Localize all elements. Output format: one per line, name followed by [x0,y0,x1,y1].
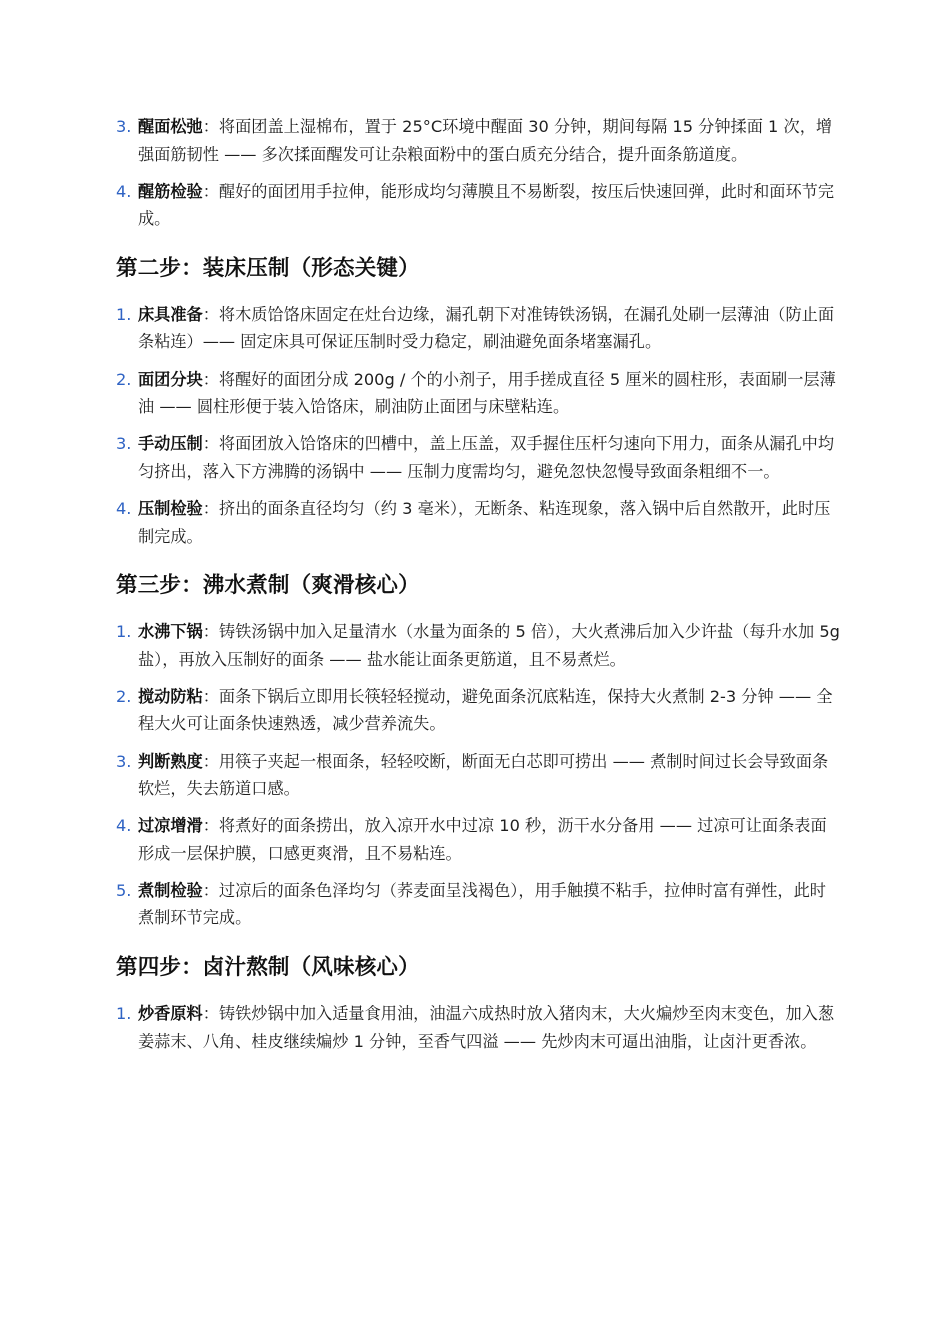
step-list [116,618,842,932]
item-term: 醒筋检验 [138,181,203,201]
step-list [116,1000,842,1055]
item-term: 水沸下锅 [138,622,203,642]
item-number: 1. [116,622,132,642]
item-text: ：挤出的面条直径均匀（约 3 毫米），无断条、粘连现象，落入锅中后自然散开，此时压制完成。 [138,498,831,546]
item-number: 1. [116,304,132,324]
list-item [116,683,842,738]
list-item [116,748,842,803]
item-number: 2. [116,369,132,389]
list-item [116,366,842,421]
item-term: 床具准备 [138,304,203,324]
item-text: ：面条下锅后立即用长筷轻轻搅动，避免面条沉底粘连，保持大火煮制 2-3 分钟 —— 全程大火可让面条快速熟透，减少营养流失。 [138,686,833,734]
item-text: ：用筷子夹起一根面条，轻轻咬断，断面无白芯即可捞出 —— 煮制时间过长会导致面条软烂，失去筋道口感。 [138,751,829,799]
list-item [116,812,842,867]
list-item [116,113,842,168]
section-title: 第四步：卤汁熬制（风味核心） [116,955,420,981]
item-term: 压制检验 [138,498,203,518]
item-term: 手动压制 [138,434,203,454]
item-term: 判断熟度 [138,751,203,771]
list-item [116,430,842,485]
item-text: ：将面团放入饸饹床的凹槽中，盖上压盖，双手握住压杆匀速向下用力，面条从漏孔中均匀挤出，落入下方沸腾的汤锅中 —— 压制力度需均匀，避免忽快忽慢导致面条粗细不一。 [138,434,835,481]
list-item [116,301,842,356]
item-number: 3. [116,434,132,454]
list-item [116,618,842,673]
item-term: 过凉增滑 [138,816,203,836]
section-title: 第二步：装床压制（形态关键） [116,255,420,281]
list-item [116,1000,842,1055]
item-term: 醒面松弛 [138,117,203,136]
item-number: 4. [116,498,132,518]
item-text: ：过凉后的面条色泽均匀（荞麦面呈浅褐色），用手触摸不粘手，拉伸时富有弹性，此时煮制环节完成。 [138,880,826,928]
section-step-2 [116,254,842,550]
intro-list [116,113,842,233]
list-item [116,877,842,932]
list-item [116,495,842,550]
item-number: 4. [116,181,132,201]
item-text: ：将木质饸饹床固定在灶台边缘，漏孔朝下对准铸铁汤锅，在漏孔处刷一层薄油（防止面条粘连）—— 固定床具可保证压制时受力稳定，刷油避免面条堵塞漏孔。 [138,304,835,352]
section-step-4 [116,953,842,1055]
item-number: 4. [116,816,132,836]
item-text: ：将醒好的面团分成 200g / 个的小剂子，用手搓成直径 5 厘米的圆柱形，表面刷一层薄油 —— 圆柱形便于装入饸饹床，刷油防止面团与床壁粘连。 [138,369,836,417]
item-text: ：醒好的面团用手拉伸，能形成均匀薄膜且不易断裂，按压后快速回弹，此时和面环节完成。 [138,181,835,229]
item-text: ：将煮好的面条捞出，放入凉开水中过凉 10 秒，沥干水分备用 —— 过凉可让面条表面形成一层保护膜，口感更爽滑，且不易粘连。 [138,816,827,863]
item-term: 面团分块 [138,369,203,389]
item-number: 1. [116,1004,132,1024]
item-term: 煮制检验 [138,880,203,900]
item-term: 搅动防粘 [138,686,203,706]
item-term: 炒香原料 [138,1004,203,1024]
item-number: 5. [116,880,132,900]
section-step-3 [116,571,842,932]
item-number: 3. [116,751,132,771]
item-number: 2. [116,686,132,706]
item-text: ：铸铁炒锅中加入适量食用油，油温六成热时放入猪肉末，大火煸炒至肉末变色，加入葱姜蒜末、八角、桂皮继续煸炒 1 分钟，至香气四溢 —— 先炒肉末可逼出油脂，让卤汁更香浓。 [138,1004,835,1051]
list-item [116,178,842,233]
item-number: 3. [116,117,132,136]
item-text: ：铸铁汤锅中加入足量清水（水量为面条的 5 倍），大火煮沸后加入少许盐（每升水加 5g 盐），再放入压制好的面条 —— 盐水能让面条更筋道，且不易煮烂。 [138,622,840,669]
section-title: 第三步：沸水煮制（爽滑核心） [116,573,420,599]
intro-section [116,0,842,233]
item-text: ：将面团盖上湿棉布，置于 25°C环境中醒面 30 分钟，期间每隔 15 分钟揉面 1 次，增强面筋韧性 —— 多次揉面醒发可让杂粮面粉中的蛋白质充分结合，提升面条筋道度。 [138,117,833,164]
step-list [116,301,842,550]
